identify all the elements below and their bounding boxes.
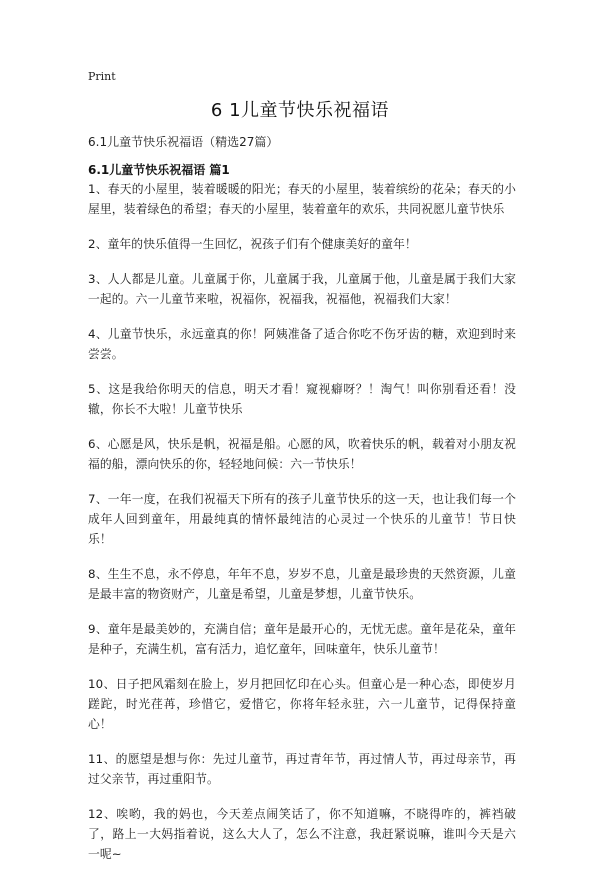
blessing-entry: 8、生生不息，永不停息，年年不息，岁岁不息，儿童是最珍贵的天然资源，儿童是最丰富的物资财产，儿童是希望，儿童是梦想，儿童节快乐。 xyxy=(88,567,516,601)
blessing-entry: 4、儿童节快乐，永远童真的你！阿姨准备了适合你吃不伤牙齿的糖，欢迎到时来尝尝。 xyxy=(88,327,516,361)
blessing-entry: 11、的愿望是想与你：先过儿童节，再过青年节，再过情人节，再过母亲节，再过父亲节，再过重阳节。 xyxy=(88,752,516,786)
blessing-entry: 10、日子把风霜刻在脸上，岁月把回忆印在心头。但童心是一种心态，即使岁月蹉跎，时光荏苒，珍惜它，爱惜它，你将年轻永驻，六一儿童节，记得保持童心！ xyxy=(88,677,516,731)
blessing-entry: 7、一年一度，在我们祝福天下所有的孩子儿童节快乐的这一天，也让我们每一个成年人回到童年，用最纯真的情怀最纯洁的心灵过一个快乐的儿童节！节日快乐！ xyxy=(88,492,516,546)
blessing-entry: 3、人人都是儿童。儿童属于你，儿童属于我，儿童属于他，儿童是属于我们大家一起的。六一儿童节来啦，祝福你，祝福我，祝福他，祝福我们大家！ xyxy=(88,272,516,306)
blessing-entry: 2、童年的快乐值得一生回忆，祝孩子们有个健康美好的童年！ xyxy=(88,237,417,251)
blessing-entry: 6、心愿是风，快乐是帆，祝福是船。心愿的风，吹着快乐的帆，载着对小朋友祝福的船，漂向快乐的你，轻轻地问候：六一节快乐！ xyxy=(88,437,516,471)
blessing-entry: 1、春天的小屋里，装着暖暖的阳光；春天的小屋里，装着缤纷的花朵；春天的小屋里，装着绿色的希望；春天的小屋里，装着童年的欢乐，共同祝愿儿童节快乐 xyxy=(88,182,516,216)
print-label[interactable]: Print xyxy=(88,70,116,83)
section-heading: 6.1儿童节快乐祝福语 篇1 xyxy=(88,163,230,177)
blessing-entry: 12、唉哟，我的妈也，今天差点闹笑话了，你不知道嘛，不晓得咋的，裤裆破了，路上一大妈指着说，这么大人了，怎么不注意，我赶紧说嘛，谁叫今天是六一呢~ xyxy=(88,807,516,861)
blessing-entry: 5、这是我给你明天的信息，明天才看！窥视癖呀？！淘气！叫你别看还看！没辙，你长不大啦！儿童节快乐 xyxy=(88,382,516,416)
document-subtitle: 6.1儿童节快乐祝福语（精选27篇） xyxy=(88,135,279,149)
blessing-list xyxy=(88,179,516,879)
page-title: 6 1儿童节快乐祝福语 xyxy=(210,100,390,121)
blessing-entry: 9、童年是最美妙的，充满自信；童年是最开心的，无忧无虑。童年是花朵，童年是种子，充满生机，富有活力，追忆童年，回味童年，快乐儿童节！ xyxy=(88,622,516,656)
